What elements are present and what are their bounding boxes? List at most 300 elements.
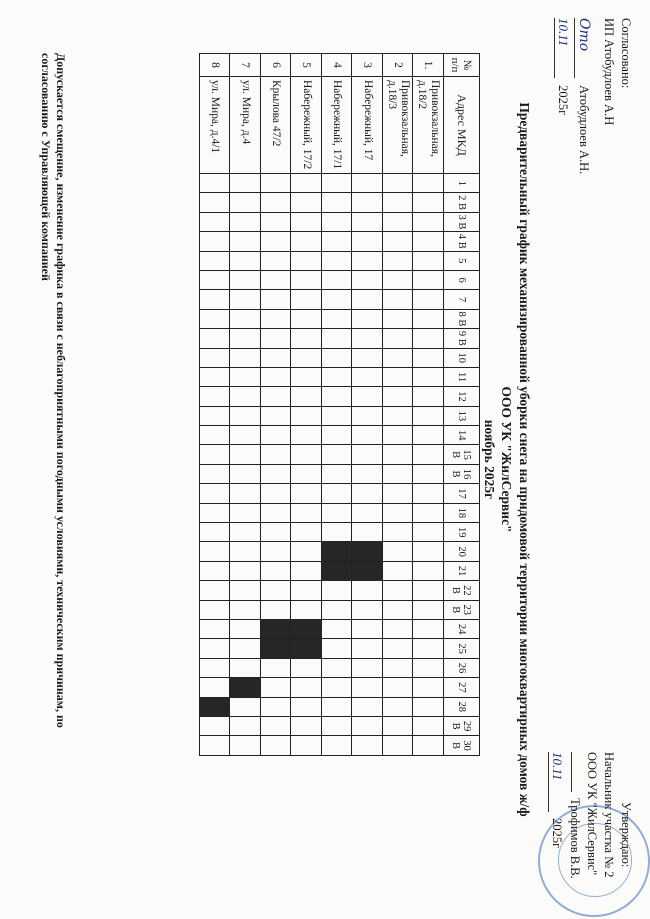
table-row xyxy=(230,54,261,756)
day-cell xyxy=(322,716,353,735)
day-cell xyxy=(261,464,292,483)
day-cell xyxy=(413,426,444,445)
header-day: 26 xyxy=(444,658,480,677)
header-day: 30 В xyxy=(444,736,480,755)
day-cell xyxy=(291,232,322,251)
approval-person: ИП Атобудлоев А.Н xyxy=(602,18,616,126)
day-cell xyxy=(261,523,292,542)
header-day: 24 xyxy=(444,619,480,638)
day-cell xyxy=(230,542,261,561)
day-cell xyxy=(230,445,261,464)
day-cell xyxy=(383,619,414,638)
day-cell xyxy=(413,212,444,231)
day-cell xyxy=(291,736,322,755)
confirmation-person: Трофимов В.В. xyxy=(568,798,582,879)
day-cell xyxy=(413,639,444,658)
day-cell xyxy=(383,464,414,483)
header-day: 20 xyxy=(444,542,480,561)
day-cell xyxy=(413,561,444,580)
day-cell xyxy=(352,619,383,638)
day-cell xyxy=(413,406,444,425)
day-cell xyxy=(352,445,383,464)
day-cell xyxy=(291,387,322,406)
confirmation-position: Начальник участка № 2 xyxy=(602,752,616,878)
scheduled-cell xyxy=(291,619,322,638)
day-cell xyxy=(413,290,444,309)
day-cell xyxy=(261,290,292,309)
day-cell xyxy=(200,212,231,231)
day-cell xyxy=(352,678,383,697)
day-cell xyxy=(261,193,292,212)
day-cell xyxy=(383,348,414,367)
day-cell xyxy=(230,174,261,193)
header-day: 2 В xyxy=(444,193,480,212)
day-cell xyxy=(230,426,261,445)
day-cell xyxy=(261,445,292,464)
schedule-table xyxy=(199,53,480,756)
table-row xyxy=(322,54,353,756)
scheduled-cell xyxy=(261,619,292,638)
day-cell xyxy=(230,329,261,348)
header-day: 5 xyxy=(444,251,480,270)
day-cell xyxy=(291,542,322,561)
day-cell xyxy=(200,619,231,638)
day-cell xyxy=(261,736,292,755)
day-cell xyxy=(230,484,261,503)
row-number: 4 xyxy=(322,54,353,77)
day-cell xyxy=(322,406,353,425)
day-cell xyxy=(383,697,414,716)
day-cell xyxy=(413,736,444,755)
day-cell xyxy=(200,523,231,542)
day-cell xyxy=(200,270,231,289)
day-cell xyxy=(230,309,261,328)
header-day: 25 xyxy=(444,639,480,658)
row-address: ул. Мира, д.4/1 xyxy=(200,77,231,174)
day-cell xyxy=(230,270,261,289)
day-cell xyxy=(230,193,261,212)
day-cell xyxy=(261,212,292,231)
day-cell xyxy=(291,503,322,522)
day-cell xyxy=(352,581,383,600)
day-cell xyxy=(261,697,292,716)
header-day: 4 В xyxy=(444,232,480,251)
day-cell xyxy=(383,193,414,212)
footer-line-1: Допускается смещение, изменение графика в связи с неблагоприятными погодными условиями, техническим причинам, по xyxy=(54,53,68,728)
table-header-row xyxy=(444,54,480,756)
title-line-2: ООО УК "ЖилСервис" xyxy=(499,386,514,533)
day-cell xyxy=(200,309,231,328)
day-cell xyxy=(352,270,383,289)
day-cell xyxy=(261,329,292,348)
scheduled-cell xyxy=(261,639,292,658)
day-cell xyxy=(261,270,292,289)
day-cell xyxy=(322,270,353,289)
day-cell xyxy=(230,619,261,638)
header-day: 11 xyxy=(444,367,480,386)
day-cell xyxy=(322,581,353,600)
day-cell xyxy=(261,561,292,580)
day-cell xyxy=(230,367,261,386)
day-cell xyxy=(383,329,414,348)
day-cell xyxy=(413,600,444,619)
day-cell xyxy=(200,232,231,251)
day-cell xyxy=(383,542,414,561)
day-cell xyxy=(230,716,261,735)
day-cell xyxy=(261,367,292,386)
day-cell xyxy=(322,329,353,348)
day-cell xyxy=(352,232,383,251)
row-number: 2 xyxy=(383,54,414,77)
confirmation-label: Утверждаю: xyxy=(619,802,633,868)
day-cell xyxy=(291,367,322,386)
day-cell xyxy=(352,736,383,755)
header-day: 1 xyxy=(444,174,480,193)
header-day: 10 xyxy=(444,348,480,367)
day-cell xyxy=(291,464,322,483)
header-day: 18 xyxy=(444,503,480,522)
day-cell xyxy=(383,678,414,697)
day-cell xyxy=(383,716,414,735)
day-cell xyxy=(413,523,444,542)
scheduled-cell xyxy=(230,678,261,697)
day-cell xyxy=(322,678,353,697)
day-cell xyxy=(261,600,292,619)
confirmation-date-line xyxy=(548,752,566,879)
day-cell xyxy=(322,387,353,406)
day-cell xyxy=(383,600,414,619)
header-day: 8 В xyxy=(444,309,480,328)
approval-date-line xyxy=(554,18,572,174)
day-cell xyxy=(230,348,261,367)
day-cell xyxy=(383,387,414,406)
day-cell xyxy=(261,232,292,251)
day-cell xyxy=(230,232,261,251)
day-cell xyxy=(383,232,414,251)
scheduled-cell xyxy=(200,697,231,716)
day-cell xyxy=(322,212,353,231)
approval-signature-scrawl: Ото xyxy=(574,18,592,78)
day-cell xyxy=(322,658,353,677)
scheduled-cell xyxy=(322,542,353,561)
day-cell xyxy=(200,561,231,580)
approval-block xyxy=(554,18,634,174)
day-cell xyxy=(230,387,261,406)
day-cell xyxy=(383,639,414,658)
day-cell xyxy=(230,251,261,270)
day-cell xyxy=(291,270,322,289)
scheduled-cell xyxy=(352,561,383,580)
row-number: 6 xyxy=(261,54,292,77)
header-day: 15 В xyxy=(444,445,480,464)
day-cell xyxy=(261,426,292,445)
day-cell xyxy=(291,678,322,697)
day-cell xyxy=(413,232,444,251)
day-cell xyxy=(261,542,292,561)
day-cell xyxy=(383,736,414,755)
table-row xyxy=(200,54,231,756)
day-cell xyxy=(413,484,444,503)
day-cell xyxy=(200,348,231,367)
header-day: 22 В xyxy=(444,581,480,600)
day-cell xyxy=(200,193,231,212)
header-day: 28 xyxy=(444,697,480,716)
day-cell xyxy=(291,290,322,309)
day-cell xyxy=(322,367,353,386)
header-day: 19 xyxy=(444,523,480,542)
day-cell xyxy=(352,309,383,328)
day-cell xyxy=(230,523,261,542)
scheduled-cell xyxy=(322,561,353,580)
day-cell xyxy=(322,503,353,522)
day-cell xyxy=(291,581,322,600)
day-cell xyxy=(383,484,414,503)
day-cell xyxy=(322,174,353,193)
day-cell xyxy=(291,600,322,619)
row-address: Крылова 47/2 xyxy=(261,77,292,174)
day-cell xyxy=(413,387,444,406)
scheduled-cell xyxy=(291,639,322,658)
day-cell xyxy=(352,212,383,231)
day-cell xyxy=(200,329,231,348)
day-cell xyxy=(383,367,414,386)
header-day: 21 xyxy=(444,561,480,580)
day-cell xyxy=(383,523,414,542)
day-cell xyxy=(291,561,322,580)
day-cell xyxy=(383,658,414,677)
row-address: Набережный, 17/2 xyxy=(291,77,322,174)
day-cell xyxy=(230,639,261,658)
day-cell xyxy=(200,639,231,658)
day-cell xyxy=(261,406,292,425)
day-cell xyxy=(291,426,322,445)
day-cell xyxy=(291,716,322,735)
title-line-3: ноябрь 2025г xyxy=(482,419,497,500)
day-cell xyxy=(413,678,444,697)
day-cell xyxy=(322,445,353,464)
day-cell xyxy=(200,464,231,483)
approval-label: Согласовано: xyxy=(619,18,633,89)
header-day: 6 xyxy=(444,270,480,289)
day-cell xyxy=(230,697,261,716)
day-cell xyxy=(200,387,231,406)
day-cell xyxy=(352,523,383,542)
day-cell xyxy=(322,523,353,542)
day-cell xyxy=(291,658,322,677)
day-cell xyxy=(200,736,231,755)
table-row xyxy=(383,54,414,756)
day-cell xyxy=(322,639,353,658)
day-cell xyxy=(413,503,444,522)
day-cell xyxy=(200,542,231,561)
header-day: 17 xyxy=(444,484,480,503)
day-cell xyxy=(261,581,292,600)
day-cell xyxy=(413,270,444,289)
approval-date-hand: 10.11 xyxy=(554,18,572,78)
confirmation-date-hand: 10.11 xyxy=(548,752,566,812)
day-cell xyxy=(352,193,383,212)
day-cell xyxy=(230,658,261,677)
day-cell xyxy=(200,716,231,735)
day-cell xyxy=(261,658,292,677)
day-cell xyxy=(413,658,444,677)
day-cell xyxy=(261,716,292,735)
approval-signature-line xyxy=(574,18,592,174)
day-cell xyxy=(200,406,231,425)
day-cell xyxy=(352,697,383,716)
table-row xyxy=(291,54,322,756)
confirmation-org: ООО УК "ЖилСервис" xyxy=(585,752,599,876)
day-cell xyxy=(291,484,322,503)
header-day: 29 В xyxy=(444,716,480,735)
day-cell xyxy=(352,406,383,425)
day-cell xyxy=(322,232,353,251)
day-cell xyxy=(200,600,231,619)
day-cell xyxy=(200,174,231,193)
day-cell xyxy=(261,174,292,193)
day-cell xyxy=(383,426,414,445)
day-cell xyxy=(413,619,444,638)
day-cell xyxy=(352,600,383,619)
day-cell xyxy=(383,251,414,270)
day-cell xyxy=(291,193,322,212)
header-day: 13 xyxy=(444,406,480,425)
day-cell xyxy=(230,290,261,309)
row-number: 3 xyxy=(352,54,383,77)
day-cell xyxy=(200,426,231,445)
day-cell xyxy=(413,193,444,212)
day-cell xyxy=(352,367,383,386)
footer-note xyxy=(38,53,68,728)
day-cell xyxy=(291,445,322,464)
day-cell xyxy=(261,309,292,328)
day-cell xyxy=(200,290,231,309)
day-cell xyxy=(383,290,414,309)
confirmation-person-line xyxy=(566,752,583,879)
confirmation-block xyxy=(548,752,634,879)
day-cell xyxy=(383,406,414,425)
day-cell xyxy=(413,542,444,561)
row-address: Привокзальная, д.18/2 xyxy=(413,77,444,174)
day-cell xyxy=(200,445,231,464)
day-cell xyxy=(322,464,353,483)
day-cell xyxy=(200,658,231,677)
confirmation-year: 2025г xyxy=(550,818,564,849)
day-cell xyxy=(383,561,414,580)
row-number: 1. xyxy=(413,54,444,77)
day-cell xyxy=(322,484,353,503)
day-cell xyxy=(352,348,383,367)
header-day: 16 В xyxy=(444,464,480,483)
scheduled-cell xyxy=(352,542,383,561)
day-cell xyxy=(291,697,322,716)
day-cell xyxy=(291,251,322,270)
day-cell xyxy=(413,697,444,716)
day-cell xyxy=(261,678,292,697)
day-cell xyxy=(322,600,353,619)
day-cell xyxy=(352,329,383,348)
day-cell xyxy=(200,367,231,386)
day-cell xyxy=(230,406,261,425)
day-cell xyxy=(413,464,444,483)
day-cell xyxy=(261,251,292,270)
title-line-1: Предварительный график механизированной уборки снега на придомовой территории многоквартирных домов ж/ф xyxy=(517,102,532,817)
day-cell xyxy=(322,309,353,328)
day-cell xyxy=(352,290,383,309)
header-day: 12 xyxy=(444,387,480,406)
day-cell xyxy=(352,658,383,677)
day-cell xyxy=(200,503,231,522)
day-cell xyxy=(413,309,444,328)
day-cell xyxy=(200,581,231,600)
day-cell xyxy=(383,212,414,231)
day-cell xyxy=(383,503,414,522)
day-cell xyxy=(352,716,383,735)
day-cell xyxy=(200,251,231,270)
day-cell xyxy=(230,600,261,619)
header-day: 14 xyxy=(444,426,480,445)
day-cell xyxy=(413,581,444,600)
day-cell xyxy=(352,503,383,522)
day-cell xyxy=(291,348,322,367)
footer-line-2: согласованию с Управляющей компанией xyxy=(39,53,53,281)
table-body xyxy=(200,54,444,756)
day-cell xyxy=(261,484,292,503)
header-address: Адрес МКД xyxy=(444,77,480,174)
header-day: 3 В xyxy=(444,212,480,231)
day-cell xyxy=(413,329,444,348)
day-cell xyxy=(291,406,322,425)
day-cell xyxy=(261,387,292,406)
day-cell xyxy=(383,445,414,464)
day-cell xyxy=(352,251,383,270)
day-cell xyxy=(413,716,444,735)
day-cell xyxy=(322,697,353,716)
day-cell xyxy=(383,270,414,289)
day-cell xyxy=(200,678,231,697)
day-cell xyxy=(413,445,444,464)
header-day: 23 В xyxy=(444,600,480,619)
day-cell xyxy=(322,251,353,270)
header-num: № п/п xyxy=(444,54,480,77)
table-row xyxy=(261,54,292,756)
header-day: 9 В xyxy=(444,329,480,348)
day-cell xyxy=(352,464,383,483)
day-cell xyxy=(352,484,383,503)
day-cell xyxy=(352,639,383,658)
row-address: ул. Мира, д.4 xyxy=(230,77,261,174)
day-cell xyxy=(352,174,383,193)
row-address: Набережный, 17 xyxy=(352,77,383,174)
day-cell xyxy=(352,426,383,445)
day-cell xyxy=(322,736,353,755)
day-cell xyxy=(322,193,353,212)
table-row xyxy=(413,54,444,756)
approval-signature: Атобудлоев А.Н. xyxy=(577,85,591,175)
day-cell xyxy=(413,251,444,270)
row-number: 5 xyxy=(291,54,322,77)
row-number: 8 xyxy=(200,54,231,77)
row-address: Набережный, 17/1 xyxy=(322,77,353,174)
day-cell xyxy=(322,619,353,638)
day-cell xyxy=(413,348,444,367)
day-cell xyxy=(230,212,261,231)
day-cell xyxy=(291,523,322,542)
day-cell xyxy=(413,367,444,386)
table-row xyxy=(352,54,383,756)
row-number: 7 xyxy=(230,54,261,77)
approval-year: 2025г xyxy=(556,85,570,116)
